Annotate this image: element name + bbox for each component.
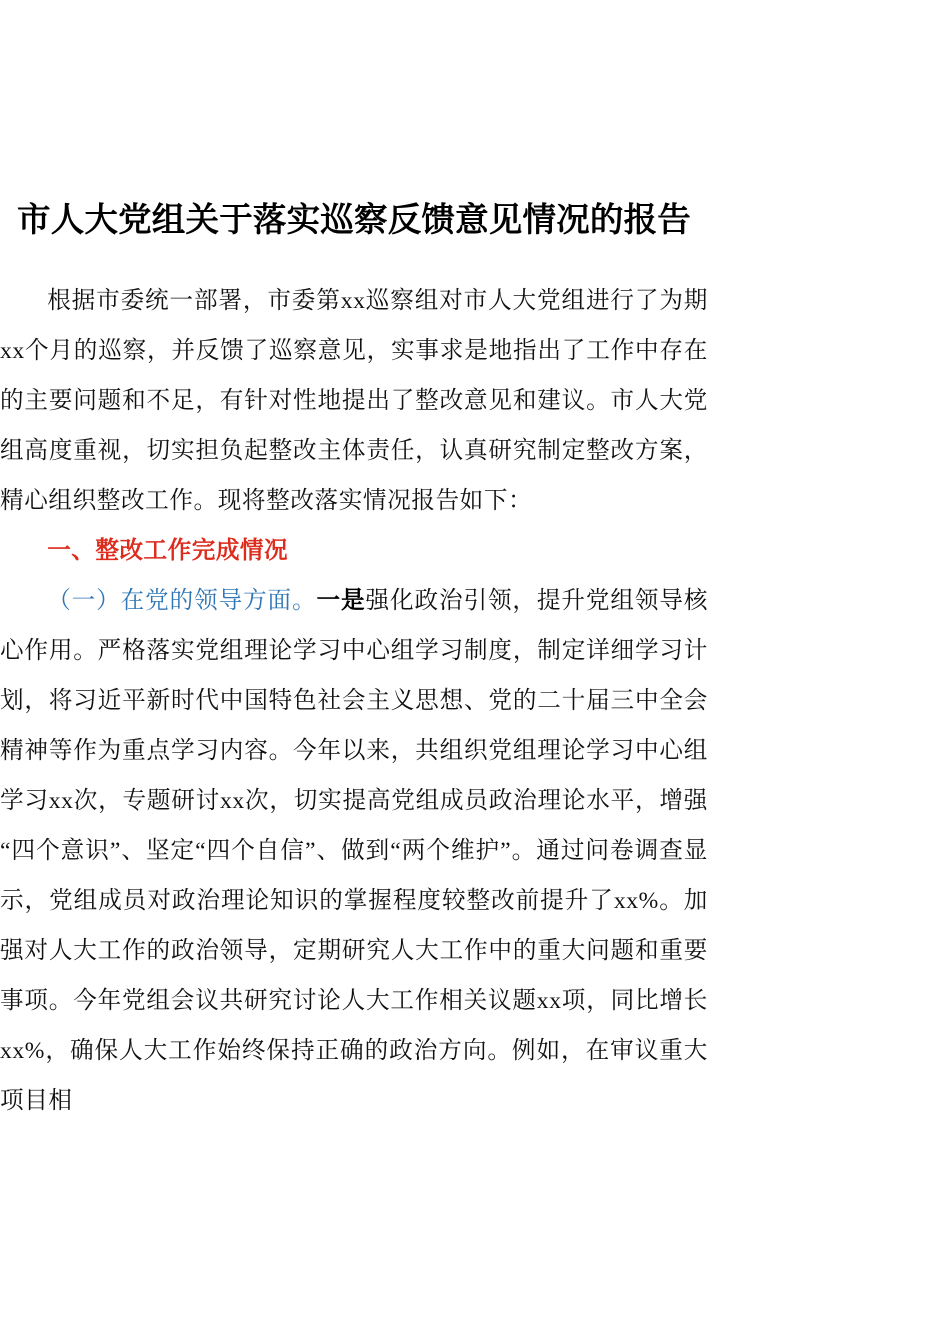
paragraph-subsection-1 [0, 576, 708, 1126]
paragraph-subsection-1-text: 强化政治引领，提升党组领导核心作用。严格落实党组理论学习中心组学习制度，制定详细学习计划，将习近平新时代中国特色社会主义思想、党的二十届三中全会精神等作为重点学习内容。今年以来，共组织党组理论学习中心组学习xx次，专题研讨xx次，切实提高党组成员政治理论水平，增强“四个意识”、坚定“四个自信”、做到“两个维护”。通过问卷调查显示，党组成员对政治理论知识的掌握程度较整改前提升了xx%。加强对人大工作的政治领导，定期研究人大工作中的重大问题和重要事项。今年党组会议共研究讨论人大工作相关议题xx项，同比增长xx%，确保人大工作始终保持正确的政治方向。例如，在审议重大项目相 [0, 588, 709, 1114]
section-heading-1: 一、整改工作完成情况 [47, 538, 289, 564]
document-body [0, 276, 708, 1126]
page-title: 市人大党组关于落实巡察反馈意见情况的报告 [17, 202, 691, 239]
bold-marker-1: 一是 [316, 588, 366, 614]
subsection-label-1: （一）在党的领导方面。 [47, 588, 317, 614]
paragraph-intro: 根据市委统一部署，市委第xx巡察组对市人大党组进行了为期xx个月的巡察，并反馈了巡察意见，实事求是地指出了工作中存在的主要问题和不足，有针对性地提出了整改意见和建议。市人大党组高度重视，切实担负起整改主体责任，认真研究制定整改方案，精心组织整改工作。现将整改落实情况报告如下： [0, 288, 708, 514]
